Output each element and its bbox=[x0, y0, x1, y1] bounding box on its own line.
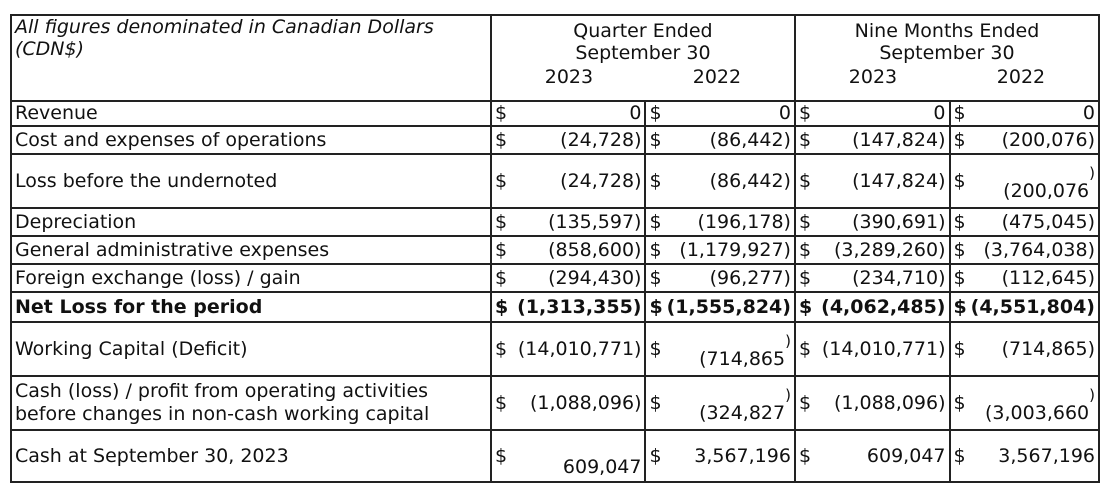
year-n-2023: 2023 bbox=[848, 66, 898, 88]
closing-paren: ) bbox=[1089, 164, 1095, 182]
currency-symbol: $ bbox=[950, 292, 964, 322]
value-cell: (96,277) bbox=[660, 264, 795, 292]
table-row bbox=[11, 154, 1099, 208]
value-cell: 0 bbox=[660, 101, 795, 126]
currency-symbol: $ bbox=[645, 322, 659, 376]
row-label: General administrative expenses bbox=[11, 236, 491, 264]
year-q-2023: 2023 bbox=[544, 66, 594, 88]
currency-symbol: $ bbox=[795, 154, 809, 208]
value-text: 609,047 bbox=[562, 455, 642, 478]
table-row bbox=[11, 264, 1099, 292]
value-cell: (390,691) bbox=[809, 208, 949, 236]
currency-symbol: $ bbox=[795, 264, 809, 292]
row-label: Working Capital (Deficit) bbox=[11, 322, 491, 376]
currency-symbol: $ bbox=[950, 322, 964, 376]
currency-symbol: $ bbox=[795, 208, 809, 236]
value-cell: (24,728) bbox=[505, 126, 645, 154]
currency-symbol: $ bbox=[645, 292, 659, 322]
net-loss-row bbox=[11, 292, 1099, 322]
currency-symbol: $ bbox=[795, 376, 809, 430]
row-label: Foreign exchange (loss) / gain bbox=[11, 264, 491, 292]
currency-symbol: $ bbox=[491, 154, 505, 208]
row-label: Cash at September 30, 2023 bbox=[11, 430, 491, 482]
currency-symbol: $ bbox=[795, 430, 809, 482]
currency-symbol: $ bbox=[491, 236, 505, 264]
value-cell: 609,047 bbox=[809, 430, 949, 482]
currency-symbol: $ bbox=[491, 322, 505, 376]
value-text: (324,827 bbox=[699, 402, 786, 424]
table-row bbox=[11, 208, 1099, 236]
value-cell bbox=[660, 376, 795, 430]
value-text: (714,865 bbox=[699, 348, 786, 370]
table-row bbox=[11, 430, 1099, 482]
table-row bbox=[11, 376, 1099, 430]
value-cell: (1,088,096) bbox=[809, 376, 949, 430]
value-cell: (294,430) bbox=[505, 264, 645, 292]
value-cell: (147,824) bbox=[809, 154, 949, 208]
currency-symbol: $ bbox=[950, 126, 964, 154]
value-cell: (112,645) bbox=[964, 264, 1099, 292]
currency-symbol: $ bbox=[645, 208, 659, 236]
value-cell: (4,062,485) bbox=[809, 292, 949, 322]
value-cell: (14,010,771) bbox=[505, 322, 645, 376]
closing-paren: ) bbox=[1089, 386, 1095, 404]
currency-symbol: $ bbox=[795, 101, 809, 126]
year-q-2022: 2022 bbox=[692, 66, 742, 88]
value-cell: (14,010,771) bbox=[809, 322, 949, 376]
currency-symbol: $ bbox=[950, 101, 964, 126]
currency-symbol: $ bbox=[645, 126, 659, 154]
currency-symbol: $ bbox=[645, 264, 659, 292]
year-n-2022: 2022 bbox=[996, 66, 1046, 88]
value-cell: (1,179,927) bbox=[660, 236, 795, 264]
currency-symbol: $ bbox=[645, 236, 659, 264]
table-row bbox=[11, 101, 1099, 126]
currency-symbol: $ bbox=[950, 376, 964, 430]
currency-symbol: $ bbox=[645, 101, 659, 126]
currency-symbol: $ bbox=[795, 126, 809, 154]
value-cell bbox=[505, 430, 645, 482]
table-row bbox=[11, 126, 1099, 154]
value-text: (3,003,660 bbox=[985, 402, 1090, 424]
value-cell: 0 bbox=[505, 101, 645, 126]
value-cell: (858,600) bbox=[505, 236, 645, 264]
row-label: Revenue bbox=[11, 101, 491, 126]
closing-paren: ) bbox=[785, 386, 791, 404]
currency-symbol: $ bbox=[645, 430, 659, 482]
row-label: Loss before the undernoted bbox=[11, 154, 491, 208]
quarter-ended-title: Quarter Ended September 30 bbox=[573, 20, 713, 64]
closing-paren: ) bbox=[785, 332, 791, 350]
value-cell: (234,710) bbox=[809, 264, 949, 292]
nine-months-title: Nine Months Ended September 30 bbox=[854, 20, 1040, 64]
value-cell: (196,178) bbox=[660, 208, 795, 236]
nine-months-header bbox=[795, 15, 1099, 101]
currency-symbol: $ bbox=[645, 154, 659, 208]
currency-caption: All figures denominated in Canadian Dollars (CDN$) bbox=[11, 15, 491, 101]
currency-symbol: $ bbox=[491, 292, 505, 322]
value-cell: 3,567,196 bbox=[660, 430, 795, 482]
row-label: Cash (loss) / profit from operating activities before changes in non-cash working capital bbox=[11, 376, 491, 430]
value-cell: (1,313,355) bbox=[505, 292, 645, 322]
value-cell bbox=[660, 322, 795, 376]
value-cell: (4,551,804) bbox=[964, 292, 1099, 322]
row-label: Net Loss for the period bbox=[11, 292, 491, 322]
currency-symbol: $ bbox=[491, 208, 505, 236]
table-row bbox=[11, 236, 1099, 264]
value-cell: 0 bbox=[964, 101, 1099, 126]
currency-symbol: $ bbox=[645, 376, 659, 430]
currency-symbol: $ bbox=[491, 430, 505, 482]
currency-symbol: $ bbox=[491, 264, 505, 292]
value-cell: 3,567,196 bbox=[964, 430, 1099, 482]
value-cell bbox=[964, 376, 1099, 430]
table-row bbox=[11, 322, 1099, 376]
value-cell: (1,555,824) bbox=[660, 292, 795, 322]
row-label: Cost and expenses of operations bbox=[11, 126, 491, 154]
currency-symbol: $ bbox=[491, 101, 505, 126]
row-label: Depreciation bbox=[11, 208, 491, 236]
currency-symbol: $ bbox=[795, 292, 809, 322]
currency-symbol: $ bbox=[950, 264, 964, 292]
value-cell: (200,076) bbox=[964, 126, 1099, 154]
value-cell: (135,597) bbox=[505, 208, 645, 236]
currency-symbol: $ bbox=[491, 376, 505, 430]
value-cell: (1,088,096) bbox=[505, 376, 645, 430]
value-cell: (86,442) bbox=[660, 126, 795, 154]
value-cell: (475,045) bbox=[964, 208, 1099, 236]
value-text: (200,076 bbox=[1003, 180, 1090, 202]
currency-symbol: $ bbox=[950, 430, 964, 482]
value-cell: (714,865) bbox=[964, 322, 1099, 376]
currency-symbol: $ bbox=[795, 236, 809, 264]
value-cell: (24,728) bbox=[505, 154, 645, 208]
value-cell: (86,442) bbox=[660, 154, 795, 208]
currency-symbol: $ bbox=[795, 322, 809, 376]
value-cell bbox=[964, 154, 1099, 208]
value-cell: 0 bbox=[809, 101, 949, 126]
header-row bbox=[11, 15, 1099, 101]
financial-summary-table bbox=[10, 14, 1100, 483]
currency-symbol: $ bbox=[950, 154, 964, 208]
quarter-ended-header bbox=[491, 15, 795, 101]
value-cell: (3,764,038) bbox=[964, 236, 1099, 264]
value-cell: (3,289,260) bbox=[809, 236, 949, 264]
currency-symbol: $ bbox=[950, 208, 964, 236]
currency-symbol: $ bbox=[950, 236, 964, 264]
currency-symbol: $ bbox=[491, 126, 505, 154]
value-cell: (147,824) bbox=[809, 126, 949, 154]
